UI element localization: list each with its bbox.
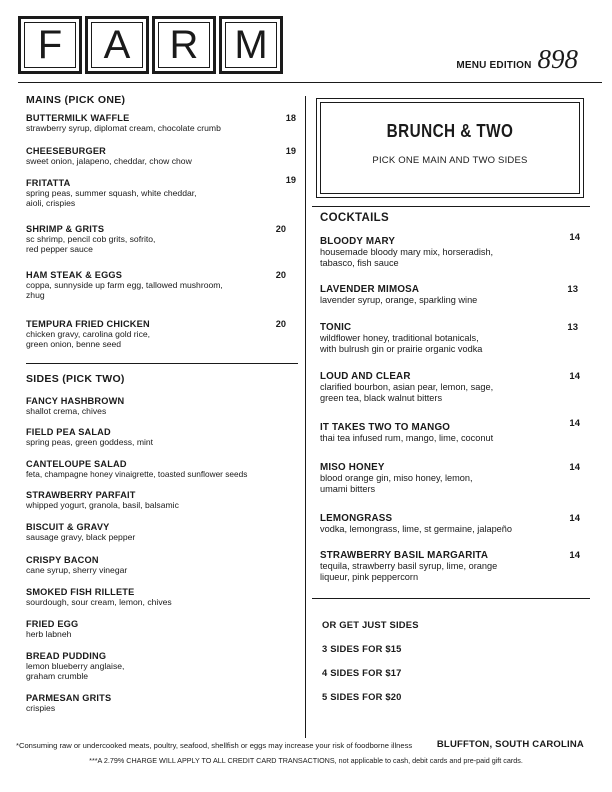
item-desc: tequila, strawberry basil syrup, lime, orange liqueur, pink peppercorn <box>320 561 498 583</box>
item-name: LAVENDER MIMOSA <box>320 284 420 295</box>
item-desc: chicken gravy, carolina gold rice, green onion, benne seed <box>26 329 151 350</box>
menu-item <box>26 146 296 166</box>
section-divider <box>26 363 298 364</box>
side-item <box>26 619 296 639</box>
sides-heading: SIDES (PICK TWO) <box>26 373 125 385</box>
item-desc: lavender syrup, orange, sparkling wine <box>320 295 478 305</box>
cocktail-item <box>320 513 582 535</box>
edition-number: 898 <box>537 44 578 74</box>
column-divider <box>305 96 306 738</box>
credit-card-note: ***A 2.79% CHARGE WILL APPLY TO ALL CREDIT CARD TRANSACTIONS, not applicable to cash, debit cards and pre-paid gift cards. <box>89 756 523 765</box>
item-desc: feta, champagne honey vinaigrette, toasted sunflower seeds <box>26 469 248 479</box>
item-name: LOUD AND CLEAR <box>320 371 411 382</box>
item-name: MISO HONEY <box>320 462 385 473</box>
item-desc: spring peas, green goddess, mint <box>26 437 154 447</box>
logo-tile <box>219 16 283 74</box>
item-desc: crispies <box>26 703 56 713</box>
logo-letter: A <box>103 23 131 67</box>
item-price: 20 <box>275 319 286 329</box>
item-price: 18 <box>285 113 296 123</box>
edition-label: MENU EDITION <box>456 60 532 71</box>
item-desc: shallot crema, chives <box>26 406 107 416</box>
item-price: 20 <box>275 224 286 234</box>
menu-item <box>26 224 296 255</box>
side-item <box>26 427 296 447</box>
brunch-subtitle: PICK ONE MAIN AND TWO SIDES <box>372 155 528 166</box>
item-name: CANTELOUPE SALAD <box>26 459 127 469</box>
item-name: STRAWBERRY PARFAIT <box>26 490 136 500</box>
section-divider <box>312 598 590 599</box>
logo-letter: M <box>234 23 268 67</box>
item-price: 20 <box>275 270 286 280</box>
side-item <box>26 651 296 682</box>
item-price: 13 <box>567 284 578 295</box>
item-name: FIELD PEA SALAD <box>26 427 111 437</box>
item-name: TEMPURA FRIED CHICKEN <box>26 319 150 329</box>
item-price: 14 <box>569 232 580 243</box>
item-name: CRISPY BACON <box>26 555 99 565</box>
item-price: 13 <box>567 322 578 333</box>
menu-item <box>26 270 296 301</box>
item-name: FANCY HASHBROWN <box>26 396 125 406</box>
sides-deal-option: 4 SIDES FOR $17 <box>322 667 402 678</box>
sides-deal-option: 5 SIDES FOR $20 <box>322 691 402 702</box>
item-desc: whipped yogurt, granola, basil, balsamic <box>26 500 179 510</box>
item-desc: clarified bourbon, asian pear, lemon, sage, green tea, black walnut bitters <box>320 382 494 404</box>
item-desc: sourdough, sour cream, lemon, chives <box>26 597 172 607</box>
section-divider <box>312 206 590 207</box>
mains-heading: MAINS (PICK ONE) <box>26 94 126 106</box>
header-divider <box>18 82 602 83</box>
item-price: 14 <box>569 550 580 561</box>
sides-deal-option: 3 SIDES FOR $15 <box>322 643 402 654</box>
item-desc: thai tea infused rum, mango, lime, coconut <box>320 433 494 443</box>
brunch-box <box>316 98 584 198</box>
item-name: STRAWBERRY BASIL MARGARITA <box>320 550 489 561</box>
cocktail-item <box>320 322 582 356</box>
menu-edition <box>456 44 578 75</box>
item-desc: wildflower honey, traditional botanicals, with bulrush gin or prairie organic vodka <box>320 333 483 355</box>
cocktails-heading: COCKTAILS <box>320 212 389 224</box>
farm-logo <box>18 16 283 74</box>
cocktail-item <box>320 462 582 496</box>
side-item <box>26 693 296 713</box>
item-name: BLOODY MARY <box>320 236 396 247</box>
cocktail-item <box>320 550 582 584</box>
item-price: 19 <box>285 146 296 156</box>
item-name: HAM STEAK & EGGS <box>26 270 123 280</box>
side-item <box>26 522 296 542</box>
cocktail-item <box>320 371 582 405</box>
item-desc: sc shrimp, pencil cob grits, sofrito, red pepper sauce <box>26 234 156 255</box>
item-desc: strawberry syrup, diplomat cream, chocolate crumb <box>26 123 221 133</box>
food-safety-note: *Consuming raw or undercooked meats, poultry, seafood, shellfish or eggs may increase your risk of foodborne illness <box>16 741 413 750</box>
cocktail-item <box>320 232 582 270</box>
just-sides-heading: OR GET JUST SIDES <box>322 619 419 630</box>
item-price: 19 <box>285 175 296 185</box>
item-price: 14 <box>569 462 580 473</box>
side-item <box>26 459 298 479</box>
item-name: IT TAKES TWO TO MANGO <box>320 422 451 433</box>
side-item <box>26 587 296 607</box>
item-name: TONIC <box>320 322 352 333</box>
item-name: LEMONGRASS <box>320 513 393 524</box>
item-name: FRITATTA <box>26 178 71 188</box>
item-desc: sweet onion, jalapeno, cheddar, chow chow <box>26 156 192 166</box>
logo-tile <box>18 16 82 74</box>
logo-tile <box>85 16 149 74</box>
item-name: FRIED EGG <box>26 619 79 629</box>
item-price: 14 <box>569 418 580 429</box>
item-desc: vodka, lemongrass, lime, st germaine, jalapeño <box>320 524 513 534</box>
side-item <box>26 490 296 510</box>
item-desc: sausage gravy, black pepper <box>26 532 136 542</box>
item-price: 14 <box>569 371 580 382</box>
item-desc: cane syrup, sherry vinegar <box>26 565 128 575</box>
item-desc: housemade bloody mary mix, horseradish, tabasco, fish sauce <box>320 247 494 269</box>
item-name: CHEESEBURGER <box>26 146 106 156</box>
item-name: BREAD PUDDING <box>26 651 107 661</box>
logo-letter: F <box>37 23 63 67</box>
item-desc: coppa, sunnyside up farm egg, tallowed mushroom, zhug <box>26 280 223 301</box>
item-desc: lemon blueberry anglaise, graham crumble <box>26 661 125 682</box>
menu-item <box>26 319 296 350</box>
item-desc: spring peas, summer squash, white cheddar, aioli, crispies <box>26 188 197 209</box>
item-name: PARMESAN GRITS <box>26 693 112 703</box>
item-desc: blood orange gin, miso honey, lemon, umami bitters <box>320 473 473 495</box>
logo-tile <box>152 16 216 74</box>
location: BLUFFTON, SOUTH CAROLINA <box>436 739 584 750</box>
item-price: 14 <box>569 513 580 524</box>
side-item <box>26 396 296 416</box>
side-item <box>26 555 296 575</box>
brunch-title: BRUNCH & TWO <box>386 121 514 141</box>
item-name: BUTTERMILK WAFFLE <box>26 113 130 123</box>
item-name: SMOKED FISH RILLETE <box>26 587 135 597</box>
menu-item <box>26 175 296 209</box>
logo-letter: R <box>169 23 199 67</box>
cocktail-item <box>320 284 582 306</box>
menu-item <box>26 113 296 133</box>
cocktail-item <box>320 418 582 444</box>
item-name: BISCUIT & GRAVY <box>26 522 110 532</box>
item-name: SHRIMP & GRITS <box>26 224 105 234</box>
item-desc: herb labneh <box>26 629 72 639</box>
